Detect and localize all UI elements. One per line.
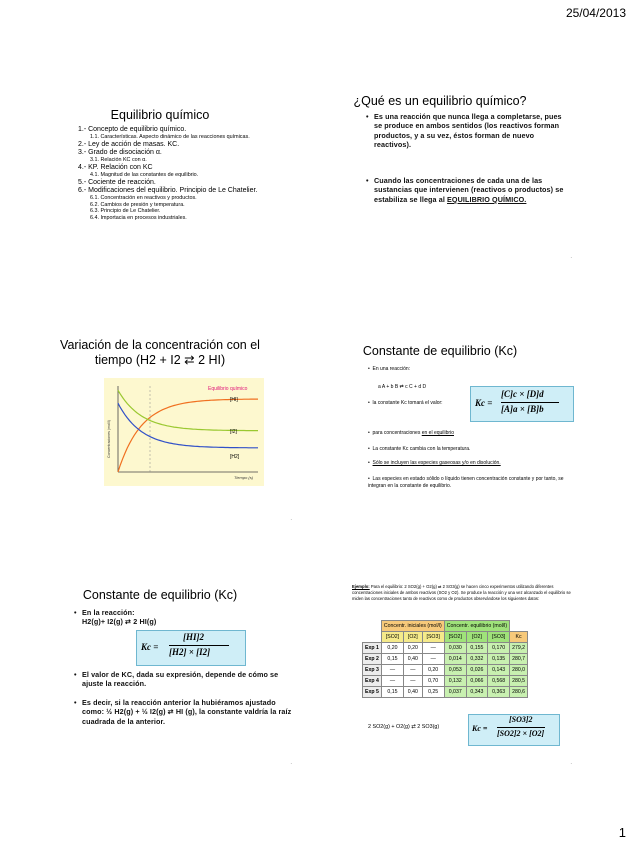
x-axis-label: Tiempo (s) (234, 475, 254, 480)
slide-title: Equilibrio químico (110, 108, 210, 122)
slide-dot: . (570, 760, 572, 766)
table-of-contents (78, 126, 274, 221)
table-cell: 0,40 (404, 654, 422, 665)
table-cell: 0,332 (466, 654, 488, 665)
table-cell: — (422, 643, 444, 654)
kc-so3-formula: Kc = [SO3]2 [SO2]2 × [O2] (468, 714, 560, 746)
label-h2: [H2] (230, 454, 240, 460)
table-cell: 0,40 (404, 687, 422, 698)
slide-3 (22, 316, 298, 524)
bullet-sqrt: • Es decir, si la reacción anterior la hubiéramos ajustado como: ½ H2(g) + ½ I2(g) ⇄ HI (g), la constante valdría la raíz cuadrada de la anterior. (74, 698, 292, 726)
column-header: [SO2] (381, 632, 403, 643)
chart-title: Equilibrio químico (208, 386, 248, 392)
slide-dot: . (290, 760, 292, 766)
toc-item: 1.- Concepto de equilibrio químico. (78, 126, 187, 133)
general-reaction: a A + b B ⇄ c C + d D (378, 384, 427, 390)
table-row (363, 654, 528, 665)
column-header: [SO3] (488, 632, 510, 643)
table-cell: 0,132 (444, 676, 466, 687)
row-label: Exp 4 (363, 676, 382, 687)
table-cell: 0,135 (488, 654, 510, 665)
label-hi: [HI] (230, 397, 238, 403)
row-label: Exp 1 (363, 643, 382, 654)
table-cell: 0,20 (422, 665, 444, 676)
slide-dot: . (290, 516, 292, 522)
table-row (363, 665, 528, 676)
table-cell: 0,343 (466, 687, 488, 698)
slide-title: Constante de equilibrio (Kc) (82, 588, 238, 602)
page-date: 25/04/2013 (565, 6, 626, 20)
equilibrio-quimico-underlined: EQUILIBRIO QUÍMICO. (447, 194, 527, 204)
bullet-depends: • El valor de KC, dada su expresión, depende de cómo se ajuste la reacción. (74, 670, 279, 689)
slide-1 (22, 54, 298, 262)
table-cell: 280,0 (510, 665, 528, 676)
equilibrium-data-table (362, 620, 528, 698)
slide-title: Constante de equilibrio (Kc) (362, 344, 518, 358)
kc-general-formula: Kc = [C]c × [D]d [A]a × [B]b (470, 386, 574, 422)
table-cell: 0,568 (488, 676, 510, 687)
table-cell: 0,026 (466, 665, 488, 676)
toc-item: 4.1. Magnitud de las constantes de equilibrio. (90, 172, 199, 178)
toc-item: 3.- Grado de disociación α. (78, 149, 162, 156)
table-cell: 0,20 (381, 643, 403, 654)
toc-item: 3.1. Relación KC con α. (90, 157, 147, 164)
table-row (363, 643, 528, 654)
table-cell: 0,014 (444, 654, 466, 665)
table-cell: 0,155 (466, 643, 488, 654)
toc-item: 1.1. Características. Aspecto dinámico de las reacciones químicas. (90, 134, 250, 141)
toc-item: 6.2. Cambios de presión y temperatura. (90, 201, 185, 208)
table-cell: 0,15 (381, 687, 403, 698)
bullet-solids: • Las especies en estado sólido o líquido tienen concentración constante y por tanto, se integran en la constante de equilibrio. (368, 476, 564, 489)
chart-svg (104, 378, 264, 486)
bullet-temperature: • La constante Kc cambia con la temperatura. (368, 446, 471, 452)
table-cell: 280,7 (510, 654, 528, 665)
toc-item: 2.- Ley de acción de masas. KC. (78, 140, 180, 148)
bullet-kc-value: • la constante Kc tomará el valor: (368, 400, 443, 406)
table-cell: 0,030 (444, 643, 466, 654)
row-label: Exp 3 (363, 665, 382, 676)
example-intro: Ejemplo: Para el equilibrio: 2 SO2(g) + O2(g) ⇄ 2 SO3(g) se hacen cinco experimentos utilizando diferentes concentraciones iniciales de ambos reactivos (SO2 y O2). Se produce la reacción y una vez alcanzado el equilibrio se miden las concentraciones tanto de reactivos como de productos observándose los siguientes datos: (352, 584, 571, 601)
table-cell: 280,6 (510, 687, 528, 698)
slide-4 (302, 316, 578, 524)
slide-title: ¿Qué es un equilibrio químico? (353, 94, 527, 108)
so2-reaction: 2 SO2(g) + O2(g) ⇄ 2 SO3(g) (368, 724, 440, 730)
series-line-0 (118, 399, 258, 472)
table-cell: 0,066 (466, 676, 488, 687)
table-cell: — (381, 676, 403, 687)
bullet-definition: • Es una reacción que nunca llega a completarse, pues se produce en ambos sentidos (los reactivos forman productos, y a su vez, éstos forman de nuevo reactivos). (366, 112, 562, 150)
bullet-species: • Sólo se incluyen las especies gaseosas y/o en disolución. (368, 460, 501, 466)
toc-item: 4.- KP. Relación con KC (78, 163, 153, 171)
slide-6 (302, 578, 578, 786)
series-line-2 (118, 403, 258, 448)
table-cell: 0,143 (488, 665, 510, 676)
toc-item: 6.1. Concentración en reactivos y productos. (90, 195, 197, 201)
column-header: [O2] (466, 632, 488, 643)
table-cell: 279,2 (510, 643, 528, 654)
toc-item: 5.- Cociente de reacción. (78, 178, 156, 186)
group-equilibrium: Concentr. equilibrio (mol/l) (444, 621, 509, 632)
table-cell: — (404, 665, 422, 676)
table-cell: 0,363 (488, 687, 510, 698)
table-cell: 0,053 (444, 665, 466, 676)
table-cell: 0,15 (381, 654, 403, 665)
bullet-equilibrium: • Cuando las concentraciones de cada una de las sustancias que intervienen (reactivos o productos) se estabiliza se llega al EQUILIBRIO QUÍMICO. (366, 176, 564, 204)
slide-2 (302, 54, 578, 262)
bullet-reaction: • En la reacción: H2(g)+ I2(g) ⇄ 2 HI(g) (74, 608, 157, 627)
table-cell: — (381, 665, 403, 676)
bullet-reaction-intro: • En una reacción: (368, 366, 411, 372)
column-header: Kc (510, 632, 528, 643)
row-label: Exp 2 (363, 654, 382, 665)
slide-5 (22, 578, 298, 786)
column-header: [SO3] (422, 632, 444, 643)
kc-hi-formula: Kc = [HI]2 [H2] × [I2] (136, 630, 246, 666)
toc-item: 6.4. Importacia en procesos industriales. (90, 214, 187, 221)
table-cell: — (422, 654, 444, 665)
table-cell: 0,037 (444, 687, 466, 698)
table-cell: — (404, 676, 422, 687)
table-cell: 0,170 (488, 643, 510, 654)
group-initial: Concentr. iniciales (mol/l) (381, 621, 444, 632)
toc-item: 6.- Modificaciones del equilibrio. Principio de Le Chatelier. (78, 186, 258, 194)
concentration-chart (104, 378, 264, 486)
y-axis-label: Concentraciones (mol/l) (107, 420, 111, 458)
bullet-concentraciones: • para concentraciones en el equilibrio (368, 430, 454, 436)
table-cell: 280,5 (510, 676, 528, 687)
slide-title: Variación de la concentración con el tiempo (H2 + I2 ⇄ 2 HI) (60, 338, 260, 367)
row-label: Exp 5 (363, 687, 382, 698)
toc-item: 6.3. Principio de Le Chatelier. (90, 208, 161, 215)
slide-dot: . (570, 254, 572, 260)
table-cell: 0,25 (422, 687, 444, 698)
column-header: [O2] (404, 632, 422, 643)
table-cell: 0,70 (422, 676, 444, 687)
column-header: [SO2] (444, 632, 466, 643)
table-row (363, 676, 528, 687)
table-cell: 0,20 (404, 643, 422, 654)
label-i2: [I2] (230, 429, 237, 435)
page-number: 1 (618, 825, 626, 840)
table-row (363, 687, 528, 698)
